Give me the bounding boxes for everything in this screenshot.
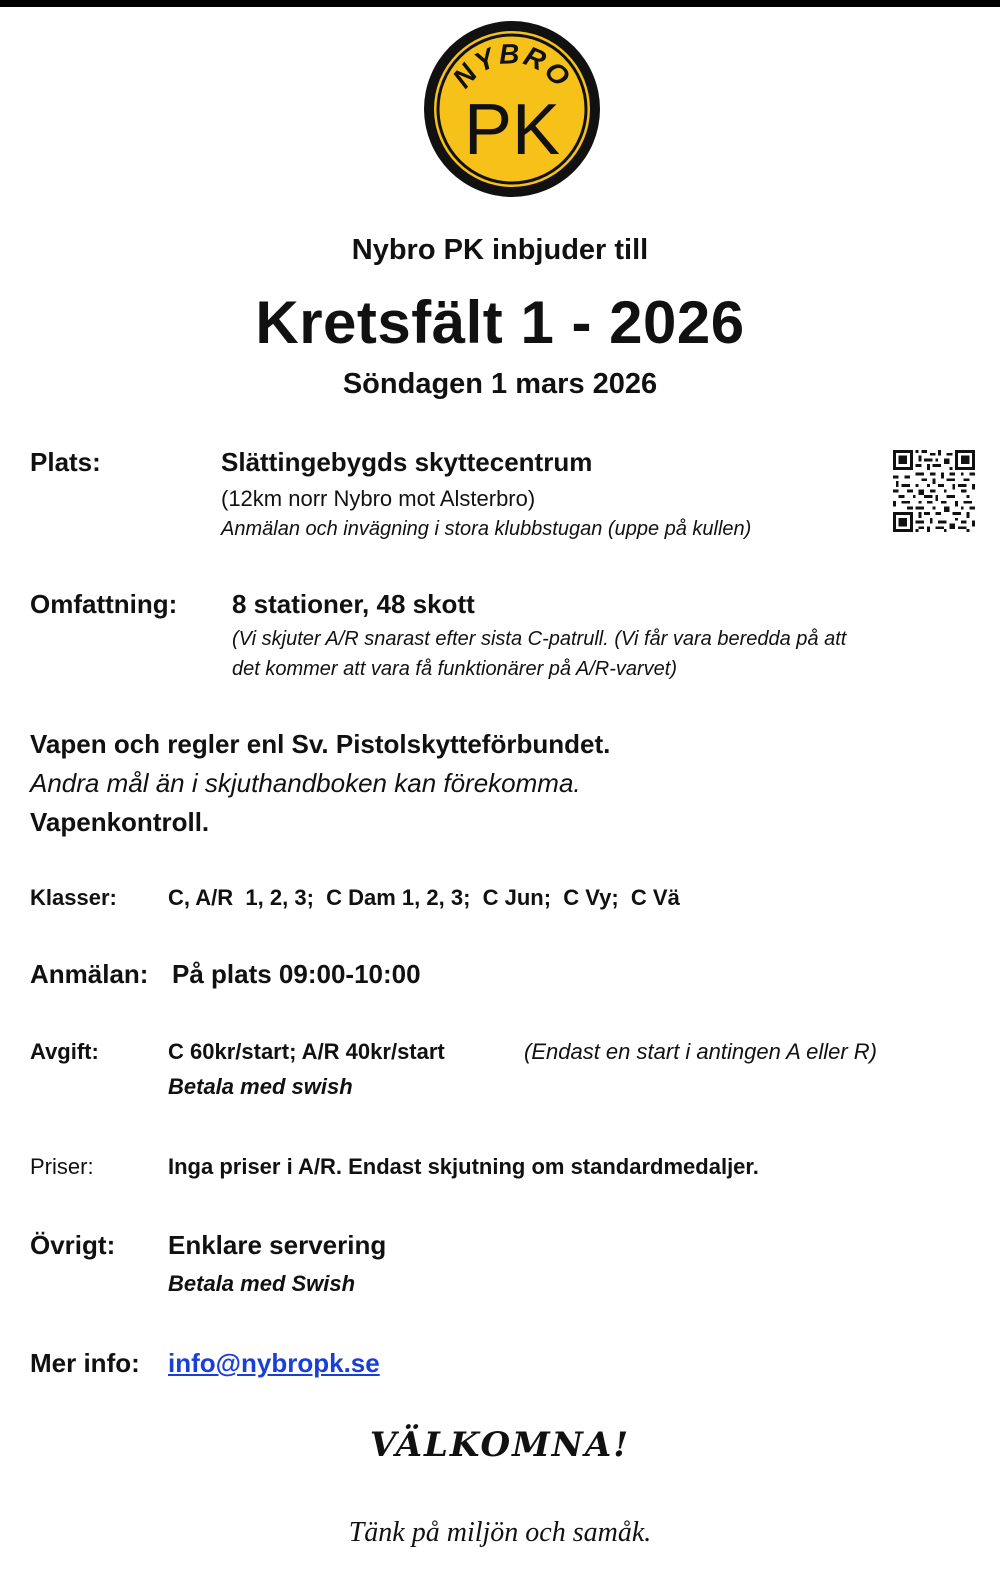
priser-value: Inga priser i A/R. Endast skjutning om standardmedaljer. (168, 1154, 759, 1179)
plats-label: Plats: (30, 447, 101, 477)
omfattning-label: Omfattning: (30, 589, 178, 619)
plats-venue: Slättingebygds skyttecentrum (221, 447, 593, 477)
qr-code (893, 450, 975, 532)
rules-line1: Vapen och regler enl Sv. Pistolskytteförbundet. (30, 729, 611, 759)
top-border (0, 0, 1000, 7)
logo-top-text: NYBRO (446, 38, 578, 94)
omfattning-note-line2: det kommer att vara få funktionärer på A/R-varvet) (232, 658, 677, 680)
eco-reminder: Tänk på miljön och samåk. (348, 1517, 652, 1548)
priser-label: Priser: (30, 1154, 94, 1179)
info-label: Mer info: (30, 1348, 140, 1378)
event-date: Söndagen 1 mars 2026 (342, 368, 658, 400)
avgift-note: (Endast en start i antingen A eller R) (524, 1039, 877, 1064)
welcome-text: VÄLKOMNA! (369, 1425, 631, 1465)
anmalan-label: Anmälan: (30, 959, 149, 989)
avgift-value: C 60kr/start; A/R 40kr/start (168, 1039, 445, 1064)
avgift-label: Avgift: (30, 1039, 99, 1064)
nybro-pk-logo (423, 20, 601, 198)
avgift-payment: Betala med swish (168, 1074, 353, 1099)
rules-line3: Vapenkontroll. (30, 807, 210, 837)
invitation-intro: Nybro PK inbjuder till (351, 234, 649, 266)
ovrigt-value: Enklare servering (168, 1230, 387, 1260)
info-email-link[interactable]: info@nybropk.se (168, 1348, 380, 1378)
klasser-label: Klasser: (30, 885, 117, 910)
plats-directions: (12km norr Nybro mot Alsterbro) (221, 486, 536, 511)
klasser-value: C, A/R 1, 2, 3; C Dam 1, 2, 3; C Jun; C Vy; C Vä (168, 885, 680, 910)
rules-line2: Andra mål än i skjuthandboken kan förekomma. (30, 768, 581, 798)
anmalan-value: På plats 09:00-10:00 (172, 959, 421, 989)
event-title: Kretsfält 1 - 2026 (255, 289, 745, 356)
plats-note: Anmälan och invägning i stora klubbstugan (uppe på kullen) (221, 518, 752, 540)
logo-center-text: PK (463, 90, 561, 170)
omfattning-value: 8 stationer, 48 skott (232, 589, 475, 619)
omfattning-note-line1: (Vi skjuter A/R snarast efter sista C-patrull. (Vi får vara beredda på att (232, 628, 847, 650)
ovrigt-payment: Betala med Swish (168, 1271, 356, 1296)
ovrigt-label: Övrigt: (30, 1230, 116, 1260)
